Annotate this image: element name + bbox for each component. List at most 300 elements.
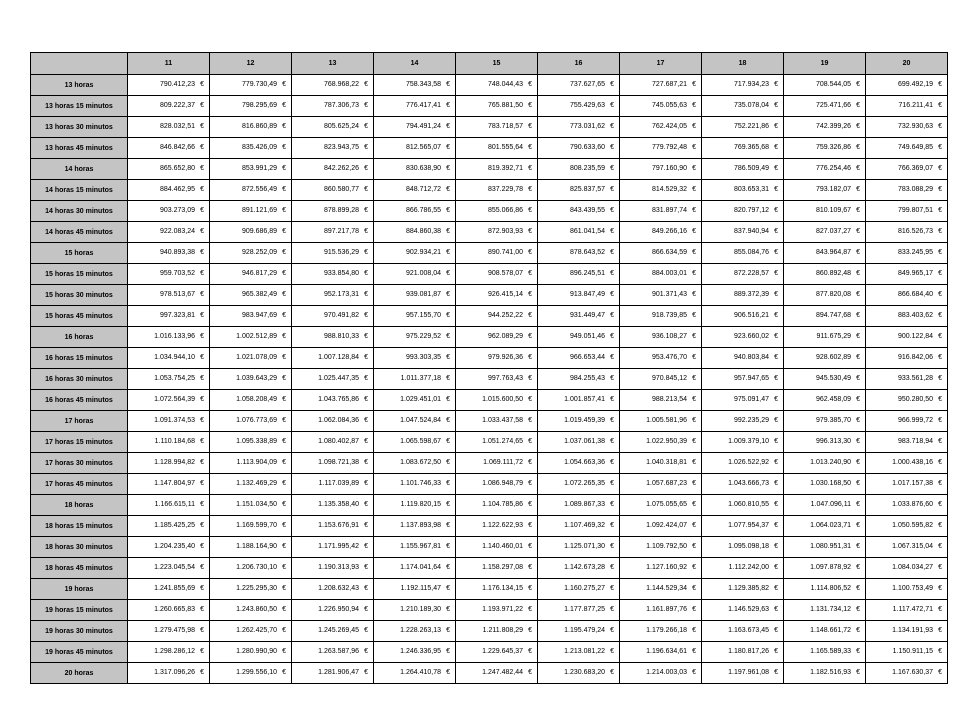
value-cell <box>374 264 456 285</box>
value-cell <box>374 411 456 432</box>
value-cell <box>538 285 620 306</box>
value-cell <box>210 411 292 432</box>
amount: 915.536,29 <box>323 249 359 256</box>
currency-symbol: € <box>528 333 532 340</box>
amount: 884.462,95 <box>159 186 195 193</box>
currency-symbol: € <box>364 501 368 508</box>
value-cell <box>866 327 948 348</box>
value-cell <box>128 600 210 621</box>
amount: 1.069.111,72 <box>483 459 523 466</box>
currency-symbol: € <box>692 648 696 655</box>
currency-symbol: € <box>364 480 368 487</box>
currency-symbol: € <box>200 522 204 529</box>
table-row <box>31 306 948 327</box>
currency-symbol: € <box>282 606 286 613</box>
currency-symbol: € <box>528 165 532 172</box>
currency-symbol: € <box>774 417 778 424</box>
currency-symbol: € <box>200 669 204 676</box>
currency-symbol: € <box>938 459 942 466</box>
currency-symbol: € <box>528 606 532 613</box>
currency-symbol: € <box>856 270 860 277</box>
currency-symbol: € <box>938 291 942 298</box>
amount: 1.009.379,10 <box>728 438 769 445</box>
amount: 1.197.961,08 <box>728 669 769 676</box>
currency-symbol: € <box>610 165 614 172</box>
value-cell <box>292 75 374 96</box>
value-cell <box>538 159 620 180</box>
value-cell <box>456 201 538 222</box>
value-cell <box>620 474 702 495</box>
amount: 1.298.286,12 <box>154 648 195 655</box>
amount: 1.034.944,10 <box>154 354 195 361</box>
value-cell <box>702 327 784 348</box>
amount: 992.235,29 <box>733 417 769 424</box>
value-cell <box>784 411 866 432</box>
value-cell <box>374 453 456 474</box>
value-cell <box>784 138 866 159</box>
currency-symbol: € <box>282 480 286 487</box>
currency-symbol: € <box>856 123 860 130</box>
amount: 1.033.437,58 <box>482 417 523 424</box>
amount: 755.429,63 <box>569 102 605 109</box>
currency-symbol: € <box>692 333 696 340</box>
currency-symbol: € <box>200 564 204 571</box>
currency-symbol: € <box>938 417 942 424</box>
value-cell <box>784 75 866 96</box>
currency-symbol: € <box>856 81 860 88</box>
amount: 732.930,63 <box>897 123 933 130</box>
currency-symbol: € <box>856 102 860 109</box>
currency-symbol: € <box>610 648 614 655</box>
amount: 1.317.096,26 <box>154 669 195 676</box>
amount: 828.032,51 <box>159 123 195 130</box>
amount: 922.083,24 <box>159 228 195 235</box>
amount: 819.392,71 <box>487 165 523 172</box>
currency-symbol: € <box>364 207 368 214</box>
amount: 1.113.904,09 <box>236 459 277 466</box>
amount: 833.245,95 <box>897 249 933 256</box>
table-row <box>31 579 948 600</box>
value-cell <box>620 285 702 306</box>
currency-symbol: € <box>610 144 614 151</box>
value-cell <box>292 285 374 306</box>
amount: 933.561,28 <box>897 375 933 382</box>
value-cell <box>866 285 948 306</box>
amount: 965.382,49 <box>241 291 277 298</box>
value-cell <box>866 369 948 390</box>
currency-symbol: € <box>200 270 204 277</box>
amount: 1.001.857,41 <box>564 396 605 403</box>
value-cell <box>702 516 784 537</box>
currency-symbol: € <box>282 501 286 508</box>
value-cell <box>128 264 210 285</box>
amount: 923.660,02 <box>733 333 769 340</box>
value-cell <box>374 138 456 159</box>
currency-symbol: € <box>446 228 450 235</box>
currency-symbol: € <box>856 459 860 466</box>
value-cell <box>620 516 702 537</box>
table-row <box>31 369 948 390</box>
amount: 1.075.055,65 <box>646 501 687 508</box>
table-row <box>31 348 948 369</box>
currency-symbol: € <box>282 228 286 235</box>
currency-symbol: € <box>692 501 696 508</box>
value-cell <box>620 264 702 285</box>
value-cell <box>538 138 620 159</box>
value-cell <box>374 390 456 411</box>
currency-symbol: € <box>200 291 204 298</box>
currency-symbol: € <box>528 417 532 424</box>
value-cell <box>538 663 620 684</box>
value-cell <box>866 642 948 663</box>
value-cell <box>210 222 292 243</box>
amount: 913.847,49 <box>569 291 605 298</box>
value-cell <box>866 96 948 117</box>
value-cell <box>128 138 210 159</box>
value-cell <box>374 579 456 600</box>
currency-symbol: € <box>364 270 368 277</box>
value-cell <box>456 306 538 327</box>
amount: 799.807,51 <box>897 207 933 214</box>
amount: 1.193.971,22 <box>482 606 523 613</box>
value-cell <box>210 663 292 684</box>
currency-symbol: € <box>938 627 942 634</box>
value-cell <box>784 96 866 117</box>
amount: 1.146.529,63 <box>728 606 769 613</box>
table-row <box>31 201 948 222</box>
amount: 790.633,60 <box>569 144 605 151</box>
value-cell <box>784 663 866 684</box>
amount: 1.210.189,30 <box>400 606 441 613</box>
value-cell <box>538 75 620 96</box>
currency-symbol: € <box>446 501 450 508</box>
value-cell <box>210 96 292 117</box>
amount: 816.860,89 <box>241 123 277 130</box>
value-cell <box>784 558 866 579</box>
amount: 1.110.184,68 <box>154 438 195 445</box>
value-cell <box>210 201 292 222</box>
value-cell <box>784 642 866 663</box>
currency-symbol: € <box>528 438 532 445</box>
amount: 1.095.338,89 <box>236 438 277 445</box>
currency-symbol: € <box>282 186 286 193</box>
currency-symbol: € <box>282 417 286 424</box>
value-cell <box>292 579 374 600</box>
amount: 762.424,05 <box>651 123 687 130</box>
amount: 793.182,07 <box>815 186 851 193</box>
currency-symbol: € <box>856 228 860 235</box>
currency-symbol: € <box>200 606 204 613</box>
currency-symbol: € <box>610 459 614 466</box>
currency-symbol: € <box>528 228 532 235</box>
currency-symbol: € <box>282 627 286 634</box>
value-cell <box>128 621 210 642</box>
currency-symbol: € <box>692 396 696 403</box>
currency-symbol: € <box>938 543 942 550</box>
value-cell <box>784 537 866 558</box>
currency-symbol: € <box>446 291 450 298</box>
value-cell <box>210 285 292 306</box>
value-cell <box>292 663 374 684</box>
amount: 944.252,22 <box>487 312 523 319</box>
amount: 949.051,46 <box>569 333 605 340</box>
row-header: 20 horas <box>31 663 128 684</box>
amount: 1.043.666,73 <box>728 480 769 487</box>
value-cell <box>538 180 620 201</box>
currency-symbol: € <box>856 669 860 676</box>
value-cell <box>210 474 292 495</box>
currency-symbol: € <box>364 438 368 445</box>
currency-symbol: € <box>364 417 368 424</box>
amount: 699.492,19 <box>897 81 933 88</box>
value-cell <box>620 243 702 264</box>
currency-symbol: € <box>938 312 942 319</box>
currency-symbol: € <box>446 564 450 571</box>
value-cell <box>866 558 948 579</box>
amount: 933.854,80 <box>323 270 359 277</box>
corner-cell <box>31 53 128 75</box>
row-header: 15 horas 30 minutos <box>31 285 128 306</box>
value-cell <box>538 243 620 264</box>
row-header: 19 horas 15 minutos <box>31 600 128 621</box>
amount: 1.192.115,47 <box>400 585 441 592</box>
value-cell <box>128 201 210 222</box>
value-cell <box>292 264 374 285</box>
amount: 808.235,59 <box>569 165 605 172</box>
currency-symbol: € <box>774 333 778 340</box>
row-header: 18 horas 45 minutos <box>31 558 128 579</box>
currency-symbol: € <box>774 144 778 151</box>
value-cell <box>374 537 456 558</box>
price-table <box>30 52 948 684</box>
amount: 1.029.451,01 <box>400 396 441 403</box>
currency-symbol: € <box>856 648 860 655</box>
amount: 1.040.318,81 <box>646 459 687 466</box>
currency-symbol: € <box>938 501 942 508</box>
amount: 939.081,87 <box>405 291 441 298</box>
value-cell <box>538 453 620 474</box>
value-cell <box>210 348 292 369</box>
value-cell <box>866 579 948 600</box>
amount: 1.169.599,70 <box>236 522 277 529</box>
amount: 1.243.860,50 <box>236 606 277 613</box>
value-cell <box>128 159 210 180</box>
amount: 966.653,44 <box>569 354 605 361</box>
currency-symbol: € <box>282 375 286 382</box>
amount: 1.129.385,82 <box>728 585 769 592</box>
amount: 889.372,39 <box>733 291 769 298</box>
amount: 1.131.734,12 <box>810 606 851 613</box>
value-cell <box>702 348 784 369</box>
value-cell <box>620 138 702 159</box>
value-cell <box>620 390 702 411</box>
value-cell <box>538 390 620 411</box>
amount: 901.371,43 <box>651 291 687 298</box>
amount: 1.016.133,96 <box>154 333 195 340</box>
amount: 909.686,89 <box>241 228 277 235</box>
currency-symbol: € <box>200 144 204 151</box>
currency-symbol: € <box>774 396 778 403</box>
amount: 966.999,72 <box>897 417 933 424</box>
currency-symbol: € <box>610 438 614 445</box>
value-cell <box>702 453 784 474</box>
amount: 1.155.967,81 <box>400 543 441 550</box>
currency-symbol: € <box>528 291 532 298</box>
value-cell <box>866 159 948 180</box>
amount: 1.109.792,50 <box>646 543 687 550</box>
value-cell <box>210 495 292 516</box>
value-cell <box>702 138 784 159</box>
amount: 1.084.034,27 <box>892 564 933 571</box>
value-cell <box>538 411 620 432</box>
value-cell <box>456 264 538 285</box>
value-cell <box>620 579 702 600</box>
amount: 1.086.948,79 <box>482 480 523 487</box>
currency-symbol: € <box>200 417 204 424</box>
value-cell <box>128 411 210 432</box>
currency-symbol: € <box>282 144 286 151</box>
amount: 903.273,09 <box>159 207 195 214</box>
value-cell <box>702 180 784 201</box>
value-cell <box>292 558 374 579</box>
row-header: 14 horas <box>31 159 128 180</box>
amount: 855.066,86 <box>487 207 523 214</box>
row-header: 13 horas <box>31 75 128 96</box>
value-cell <box>866 663 948 684</box>
amount: 1.119.820,15 <box>400 501 441 508</box>
currency-symbol: € <box>446 375 450 382</box>
value-cell <box>784 180 866 201</box>
amount: 983.718,94 <box>897 438 933 445</box>
value-cell <box>210 642 292 663</box>
amount: 1.047.524,84 <box>400 417 441 424</box>
amount: 742.399,26 <box>815 123 851 130</box>
amount: 1.077.954,37 <box>728 522 769 529</box>
amount: 866.786,55 <box>405 207 441 214</box>
value-cell <box>456 390 538 411</box>
currency-symbol: € <box>446 585 450 592</box>
currency-symbol: € <box>856 522 860 529</box>
column-header: 12 <box>210 53 292 75</box>
value-cell <box>702 117 784 138</box>
currency-symbol: € <box>446 165 450 172</box>
value-cell <box>456 663 538 684</box>
currency-symbol: € <box>856 249 860 256</box>
amount: 926.415,14 <box>487 291 523 298</box>
value-cell <box>374 96 456 117</box>
row-header: 18 horas <box>31 495 128 516</box>
value-cell <box>620 495 702 516</box>
currency-symbol: € <box>282 291 286 298</box>
value-cell <box>292 516 374 537</box>
table-row <box>31 621 948 642</box>
currency-symbol: € <box>610 669 614 676</box>
currency-symbol: € <box>282 648 286 655</box>
amount: 866.684,40 <box>897 291 933 298</box>
currency-symbol: € <box>364 375 368 382</box>
currency-symbol: € <box>692 375 696 382</box>
value-cell <box>702 663 784 684</box>
value-cell <box>456 453 538 474</box>
amount: 1.007.128,84 <box>318 354 359 361</box>
amount: 1.107.469,32 <box>564 522 605 529</box>
value-cell <box>866 201 948 222</box>
currency-symbol: € <box>938 669 942 676</box>
amount: 1.228.263,13 <box>400 627 441 634</box>
currency-symbol: € <box>692 249 696 256</box>
amount: 1.047.096,11 <box>810 501 851 508</box>
row-header: 15 horas 45 minutos <box>31 306 128 327</box>
value-cell <box>620 348 702 369</box>
currency-symbol: € <box>692 417 696 424</box>
value-cell <box>702 579 784 600</box>
currency-symbol: € <box>200 480 204 487</box>
value-cell <box>866 411 948 432</box>
amount: 1.226.950,94 <box>318 606 359 613</box>
column-header: 15 <box>456 53 538 75</box>
amount: 900.122,84 <box>897 333 933 340</box>
currency-symbol: € <box>282 459 286 466</box>
value-cell <box>374 369 456 390</box>
amount: 842.262,26 <box>323 165 359 172</box>
amount: 1.223.045,54 <box>154 564 195 571</box>
table-row <box>31 495 948 516</box>
value-cell <box>374 621 456 642</box>
amount: 1.166.615,11 <box>154 501 195 508</box>
table-row <box>31 411 948 432</box>
currency-symbol: € <box>200 207 204 214</box>
value-cell <box>210 117 292 138</box>
currency-symbol: € <box>774 669 778 676</box>
currency-symbol: € <box>938 81 942 88</box>
amount: 737.627,65 <box>569 81 605 88</box>
amount: 1.101.746,33 <box>400 480 441 487</box>
amount: 1.214.003,03 <box>646 669 687 676</box>
value-cell <box>702 537 784 558</box>
amount: 1.000.438,16 <box>892 459 933 466</box>
value-cell <box>538 537 620 558</box>
amount: 884.003,01 <box>651 270 687 277</box>
amount: 1.185.425,25 <box>154 522 195 529</box>
value-cell <box>866 180 948 201</box>
value-cell <box>866 264 948 285</box>
row-header: 14 horas 45 minutos <box>31 222 128 243</box>
amount: 1.247.482,44 <box>482 669 523 676</box>
value-cell <box>374 285 456 306</box>
currency-symbol: € <box>446 102 450 109</box>
value-cell <box>210 558 292 579</box>
value-cell <box>538 222 620 243</box>
value-cell <box>128 327 210 348</box>
value-cell <box>292 642 374 663</box>
currency-symbol: € <box>774 585 778 592</box>
currency-symbol: € <box>938 585 942 592</box>
value-cell <box>456 432 538 453</box>
currency-symbol: € <box>774 207 778 214</box>
amount: 1.025.447,35 <box>318 375 359 382</box>
value-cell <box>292 180 374 201</box>
value-cell <box>374 474 456 495</box>
currency-symbol: € <box>200 459 204 466</box>
row-header: 18 horas 15 minutos <box>31 516 128 537</box>
currency-symbol: € <box>282 270 286 277</box>
amount: 984.255,43 <box>569 375 605 382</box>
currency-symbol: € <box>200 438 204 445</box>
value-cell <box>292 369 374 390</box>
amount: 853.991,29 <box>241 165 277 172</box>
currency-symbol: € <box>528 585 532 592</box>
value-cell <box>128 348 210 369</box>
